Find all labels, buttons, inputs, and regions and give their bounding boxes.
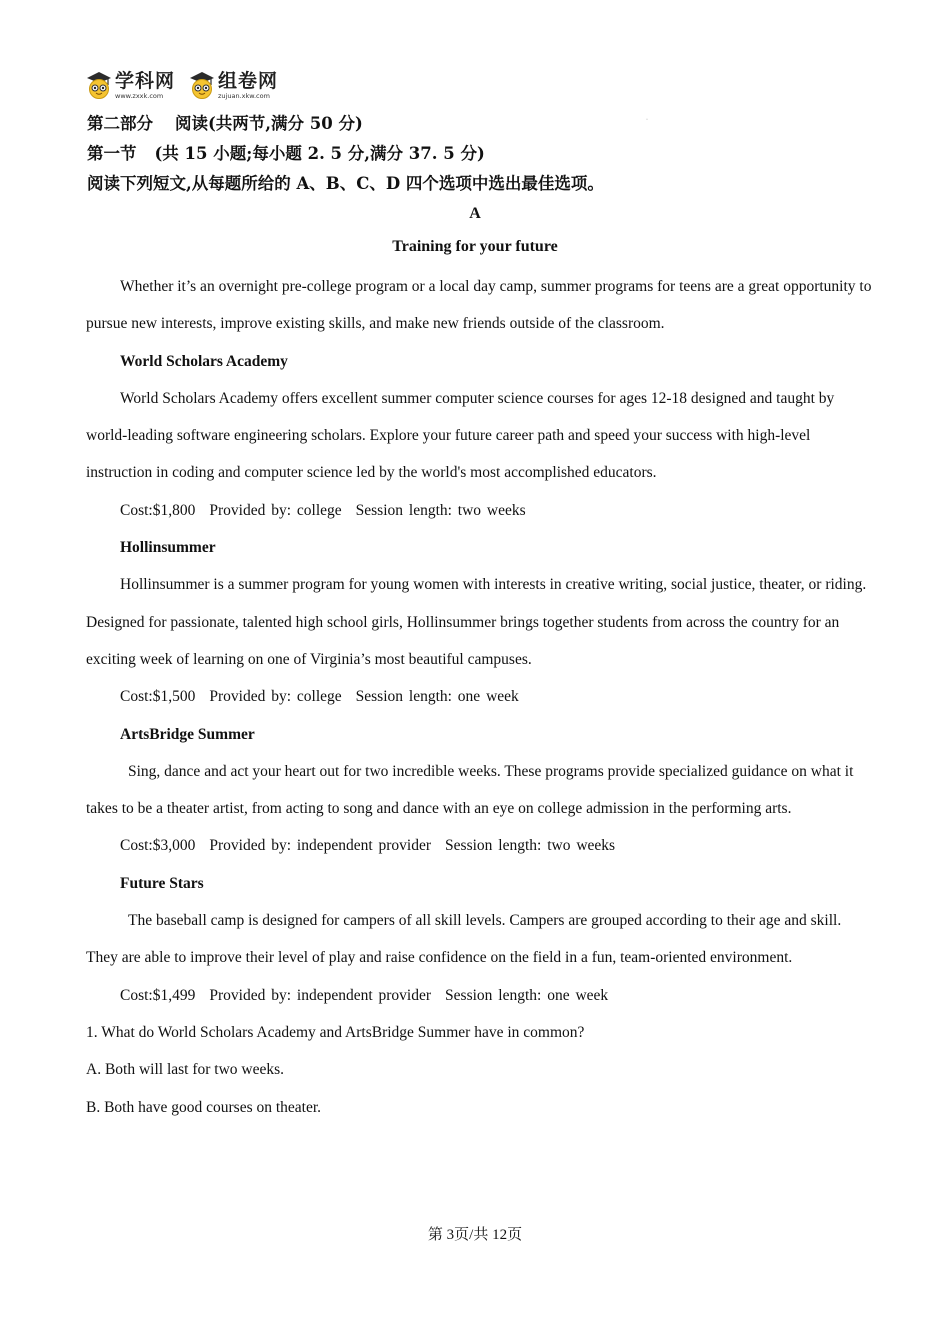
program-description: Sing, dance and act your heart out for two incredible weeks. These programs provide specialized guidance on what it takes to be a theater artist, from acting to song and dance with an eye on college admission in the performing arts. bbox=[86, 762, 854, 818]
program-provider: Provided by: college bbox=[209, 688, 342, 706]
zxxk-logo bbox=[86, 70, 175, 100]
part-label: 第二部分 bbox=[87, 114, 153, 133]
program-details bbox=[86, 492, 876, 529]
program-details bbox=[86, 977, 876, 1014]
program-session: Session length: two weeks bbox=[445, 837, 616, 855]
dot-mark: · bbox=[646, 117, 648, 123]
program-name: ArtsBridge Summer bbox=[120, 725, 255, 743]
program-details bbox=[86, 678, 876, 715]
program-provider: Provided by: college bbox=[209, 501, 342, 519]
program-cost: Cost:$1,500 bbox=[120, 688, 196, 706]
program-cost: Cost:$1,499 bbox=[120, 986, 196, 1004]
logo-name: 组卷网 bbox=[218, 70, 279, 92]
section-heading bbox=[87, 143, 485, 165]
program-provider: Provided by: independent provider bbox=[209, 986, 432, 1004]
question-stem: 1. What do World Scholars Academy and ArtsBridge Summer have in common? bbox=[86, 1023, 585, 1041]
logo-bar bbox=[86, 70, 278, 104]
program-session: Session length: one week bbox=[445, 986, 609, 1004]
section-label: 第一节 bbox=[87, 144, 137, 163]
program-cost: Cost:$3,000 bbox=[120, 837, 196, 855]
program-provider: Provided by: independent provider bbox=[209, 837, 432, 855]
part-heading bbox=[87, 113, 363, 135]
page-number: 第 3页/共 12页 bbox=[427, 1227, 523, 1243]
question-option: B. Both have good courses on theater. bbox=[86, 1098, 322, 1116]
program-name: Hollinsummer bbox=[120, 539, 216, 557]
program-description: The baseball camp is designed for campers of all skill levels. Campers are grouped according to their age and skill. They are able to improve their level of play and raise confidence on the field in a fun, team-oriented environment. bbox=[86, 912, 842, 967]
program-name: World Scholars Academy bbox=[120, 352, 288, 370]
logo-url: www.zxxk.com bbox=[115, 92, 164, 100]
logo-url: zujuan.xkw.com bbox=[218, 92, 270, 100]
instruction: 阅读下列短文,从每题所给的 A、B、C、D 四个选项中选出最佳选项。 bbox=[87, 174, 604, 193]
program-session: Session length: one week bbox=[355, 688, 519, 706]
section-info: (共 15 小题;每小题 2. 5 分,满分 37. 5 分) bbox=[154, 144, 485, 163]
program-description: World Scholars Academy offers excellent summer computer science courses for ages 12-18 designed and taught by world-leading software engineering scholars. Explore your future career path and speed your success with high-level instruction in coding and computer science led by the world's most accomplished educators. bbox=[86, 389, 835, 482]
program-session: Session length: two weeks bbox=[355, 501, 526, 519]
program-cost: Cost:$1,800 bbox=[120, 501, 196, 519]
passage-title: Training for your future bbox=[392, 238, 558, 255]
mascot-icon bbox=[189, 70, 215, 100]
passage-letter: A bbox=[469, 205, 481, 222]
zujuan-logo bbox=[189, 70, 278, 100]
mascot-icon bbox=[86, 70, 112, 100]
question-option: A. Both will last for two weeks. bbox=[86, 1061, 285, 1079]
program-description: Hollinsummer is a summer program for young women with interests in creative writing, social justice, theater, or riding. Designed for passionate, talented high school girls, Hollinsummer brings together students from across the country for an exciting week of learning on one of Virginia’s most beautiful campuses. bbox=[86, 576, 867, 668]
program-name: Future Stars bbox=[120, 874, 204, 892]
program-details bbox=[86, 827, 876, 864]
intro-paragraph: Whether it’s an overnight pre-college program or a local day camp, summer programs for teens are a great opportunity to pursue new interests, improve existing skills, and make new friends outside of the classroom. bbox=[86, 278, 872, 333]
passage-body bbox=[86, 268, 876, 1126]
part-title: 阅读(共两节,满分 50 分) bbox=[175, 114, 363, 133]
logo-name: 学科网 bbox=[115, 70, 176, 92]
